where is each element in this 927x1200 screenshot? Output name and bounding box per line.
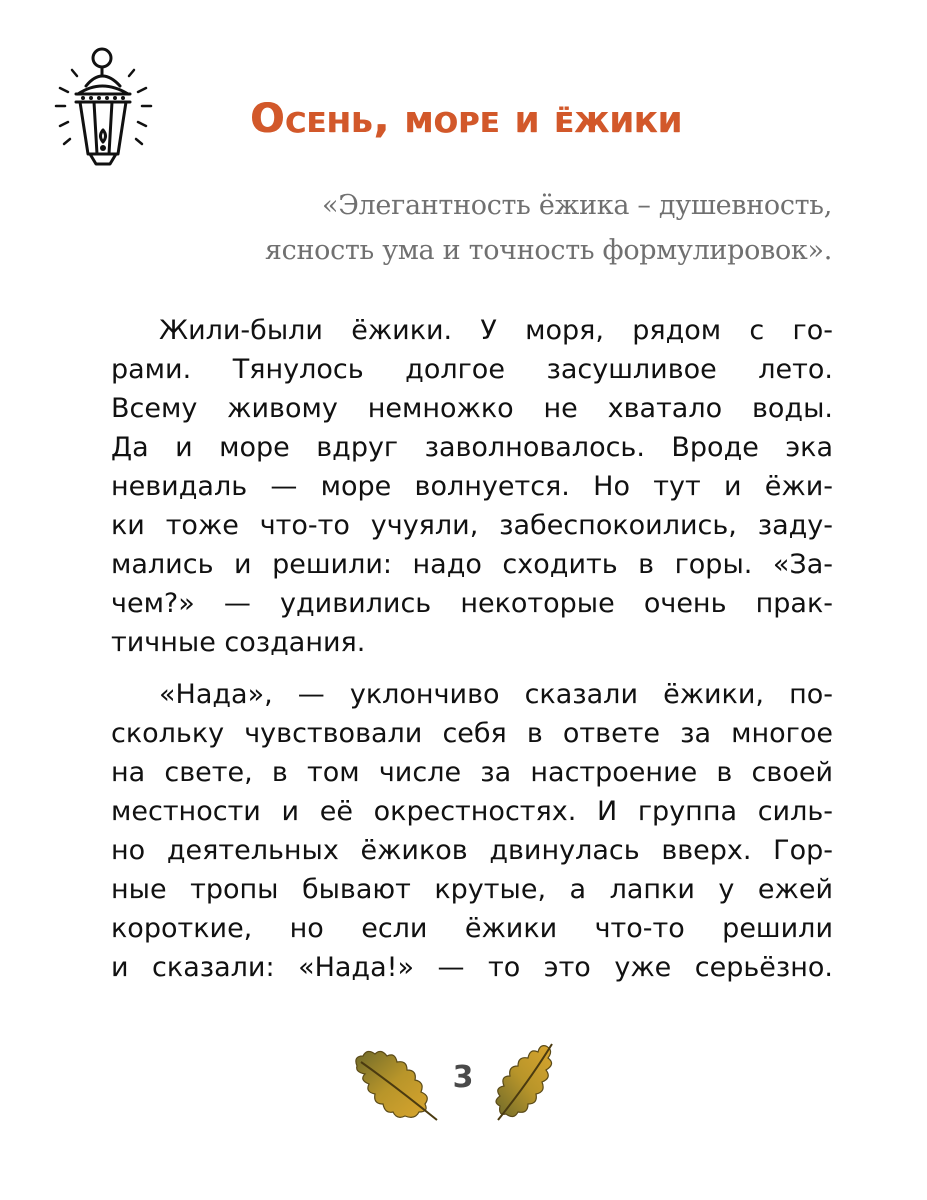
text-line: Жили-были ёжики. У моря, рядом с го- — [159, 315, 833, 346]
text-line: Да и море вдруг заволновалось. Вроде эка — [111, 432, 833, 463]
text-line: короткие, но если ёжики что-то решили — [111, 913, 833, 944]
text-line: невидаль — море волнуется. Но тут и ёжи- — [111, 471, 833, 502]
oak-leaf-icon — [345, 1046, 445, 1126]
lantern-icon — [50, 42, 170, 172]
oak-leaf-icon — [490, 1040, 560, 1126]
text-line: ки тоже что-то учуяли, забеспокоились, заду- — [111, 510, 833, 541]
page-footer — [0, 1040, 927, 1130]
paragraph — [111, 311, 833, 662]
paragraph — [111, 675, 833, 987]
text-line: и сказали: «Нада!» — то это уже серьёзно. — [111, 952, 833, 983]
text-line: на свете, в том числе за настроение в своей — [111, 757, 833, 788]
text-line: тичные создания. — [111, 627, 366, 658]
text-line: «Нада», — уклончиво сказали ёжики, по- — [159, 679, 833, 710]
text-line: мались и решили: надо сходить в горы. «За- — [111, 549, 833, 580]
text-line: скольку чувствовали себя в ответе за многое — [111, 718, 833, 749]
epigraph — [232, 183, 832, 273]
chapter-title: Осень, море и ёжики — [250, 96, 683, 142]
text-line: чем?» — удивились некоторые очень прак- — [111, 588, 833, 619]
text-line: но деятельных ёжиков двинулась вверх. Гор- — [111, 835, 833, 866]
text-line: Всему живому немножко не хватало воды. — [111, 393, 833, 424]
body-text — [111, 311, 833, 1000]
text-line: ные тропы бывают крутые, а лапки у ежей — [111, 874, 833, 905]
page-number: 3 — [452, 1060, 474, 1095]
text-line: рами. Тянулось долгое засушливое лето. — [111, 354, 833, 385]
epigraph-line: «Элегантность ёжика – душевность, — [321, 190, 832, 221]
epigraph-line: ясность ума и точность формулировок». — [264, 235, 832, 266]
text-line: местности и её окрестностях. И группа силь- — [111, 796, 833, 827]
